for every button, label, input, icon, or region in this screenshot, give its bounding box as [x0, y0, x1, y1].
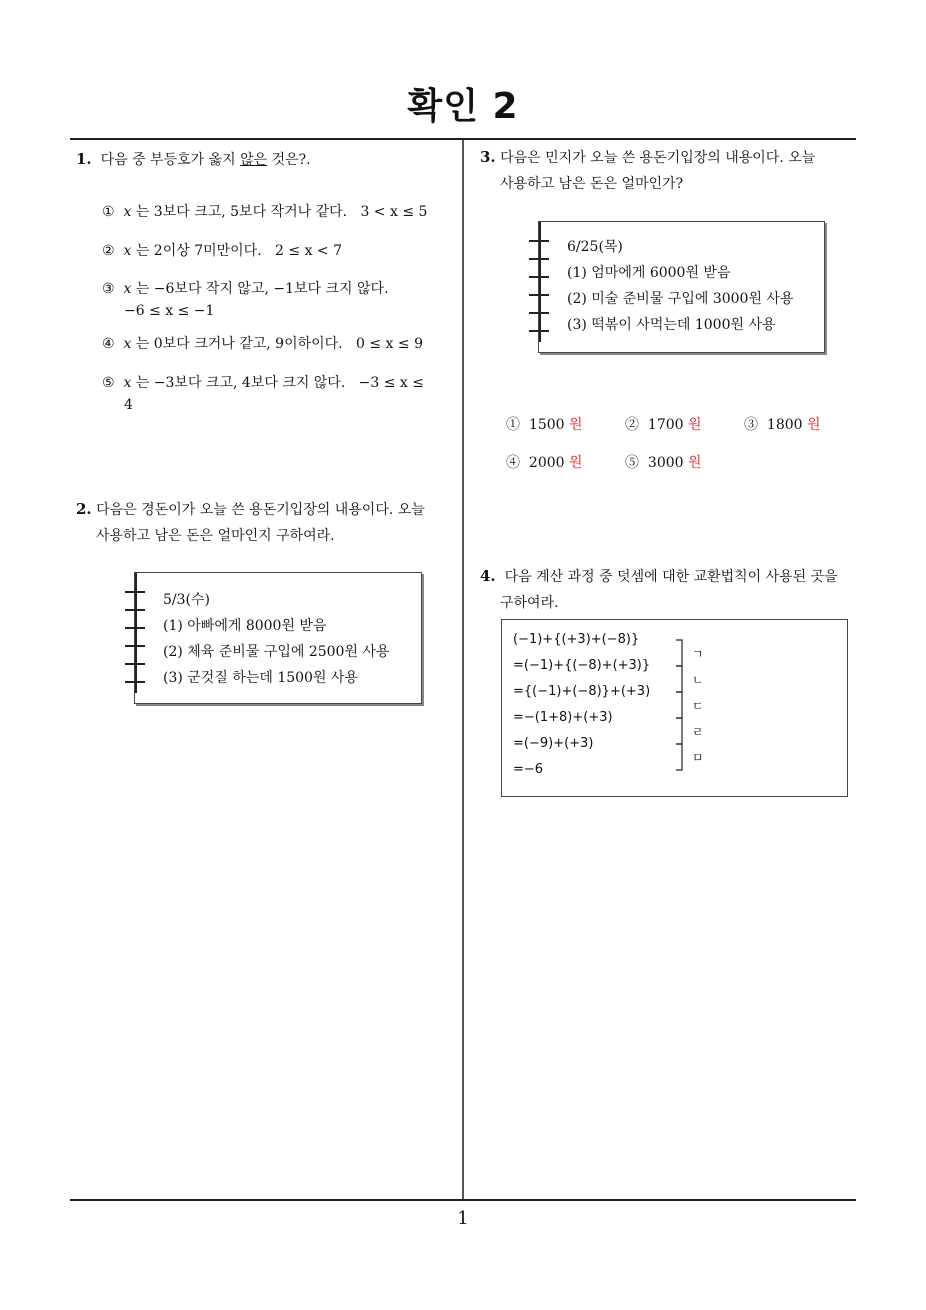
memo-entry: (2) 체육 준비물 구입에 2500원 사용: [163, 644, 390, 660]
memo-ring: [125, 663, 145, 665]
question-stem: 다음 계산 과정 중 덧셈에 대한 교환법칙이 사용된 곳을: [504, 569, 838, 585]
question-stem: 다음 중 부등호가 옳지 않은 것은?.: [100, 152, 311, 168]
option-4[interactable]: ④ x 는 0보다 크거나 같고, 9이하이다. 0 ≤ x ≤ 9: [102, 336, 423, 352]
calc-line: =−(1+8)+(+3): [513, 710, 613, 725]
question-4: 4. 다음 계산 과정 중 덧셈에 대한 교환법칙이 사용된 곳을 구하여라.: [480, 567, 838, 611]
memo-ring: [529, 258, 549, 260]
step-label: ㄹ: [692, 725, 704, 739]
step-label: ㄱ: [692, 647, 704, 661]
memo-ring: [125, 627, 145, 629]
question-2: 2. 다음은 경돈이가 오늘 쓴 용돈기입장의 내용이다. 오늘 사용하고 남은 돈은 얼마인지 구하여라.: [76, 500, 425, 544]
bracket: [676, 666, 682, 692]
page-number: 1: [457, 1208, 469, 1229]
memo-card: [134, 572, 422, 704]
memo-date: 6/25(목): [567, 239, 623, 255]
option-2[interactable]: ② 1700 원: [625, 417, 702, 433]
option-4[interactable]: ④ 2000 원: [506, 455, 583, 471]
calc-line: =(−1)+{(−8)+(+3)}: [513, 658, 651, 673]
page-title: 확인 2: [407, 86, 519, 127]
memo-entry: (1) 아빠에게 8000원 받음: [163, 618, 327, 634]
question-number: 4.: [480, 567, 496, 585]
option-1[interactable]: ① x 는 3보다 크고, 5보다 작거나 같다. 3 < x ≤ 5: [102, 204, 428, 220]
memo-ring: [125, 609, 145, 611]
memo-entry: (3) 군것질 하는데 1500원 사용: [163, 670, 358, 686]
option-5[interactable]: ⑤ x 는 −3보다 크고, 4보다 크지 않다. −3 ≤ x ≤ 4: [102, 375, 425, 413]
memo-ring: [125, 591, 145, 593]
option-5[interactable]: ⑤ 3000 원: [625, 455, 702, 471]
option-3[interactable]: ③ 1800 원: [744, 417, 821, 433]
bracket: [676, 744, 682, 770]
option-2[interactable]: ② x 는 2이상 7미만이다. 2 ≤ x < 7: [102, 243, 343, 259]
memo-ring: [529, 330, 549, 332]
memo-date: 5/3(수): [163, 592, 210, 608]
option-1[interactable]: ① 1500 원: [506, 417, 583, 433]
memo-ring: [125, 681, 145, 683]
memo-entry: (1) 엄마에게 6000원 받음: [567, 265, 731, 281]
bracket: [676, 692, 682, 718]
column-divider: [462, 140, 464, 1200]
question-3: 3. 다음은 민지가 오늘 쓴 용돈기입장의 내용이다. 오늘 사용하고 남은 돈은 얼마인가?: [480, 148, 816, 192]
calc-line: =−6: [513, 762, 544, 777]
question-1: [76, 146, 456, 173]
step-label: ㄴ: [692, 673, 704, 687]
question-number: 1.: [76, 150, 92, 168]
question-stem: 다음은 민지가 오늘 쓴 용돈기입장의 내용이다. 오늘: [500, 150, 816, 166]
bottom-rule: [70, 1199, 856, 1201]
memo-entry: (3) 떡볶이 사먹는데 1000원 사용: [567, 317, 776, 333]
question-number: 2.: [76, 500, 92, 518]
memo-ring: [529, 312, 549, 314]
memo-ring: [529, 240, 549, 242]
memo-entry: (2) 미술 준비물 구입에 3000원 사용: [567, 291, 794, 307]
memo-ring: [529, 294, 549, 296]
bracket: [676, 718, 682, 744]
step-label: ㄷ: [692, 699, 704, 713]
calculation-box: [501, 619, 848, 797]
calc-line: =(−9)+(+3): [513, 736, 594, 751]
memo-card: [538, 221, 825, 353]
question-stem: 다음은 경돈이가 오늘 쓴 용돈기입장의 내용이다. 오늘: [96, 502, 425, 518]
question-number: 3.: [480, 148, 496, 166]
option-3[interactable]: ③ x 는 −6보다 작지 않고, −1보다 크지 않다. −6 ≤ x ≤ −1: [102, 281, 389, 319]
step-label: ㅁ: [692, 751, 704, 765]
calc-line: ={(−1)+(−8)}+(+3): [513, 684, 651, 699]
bracket: [676, 640, 682, 666]
memo-ring: [125, 645, 145, 647]
memo-ring: [529, 276, 549, 278]
calc-line: (−1)+{(+3)+(−8)}: [513, 632, 640, 647]
